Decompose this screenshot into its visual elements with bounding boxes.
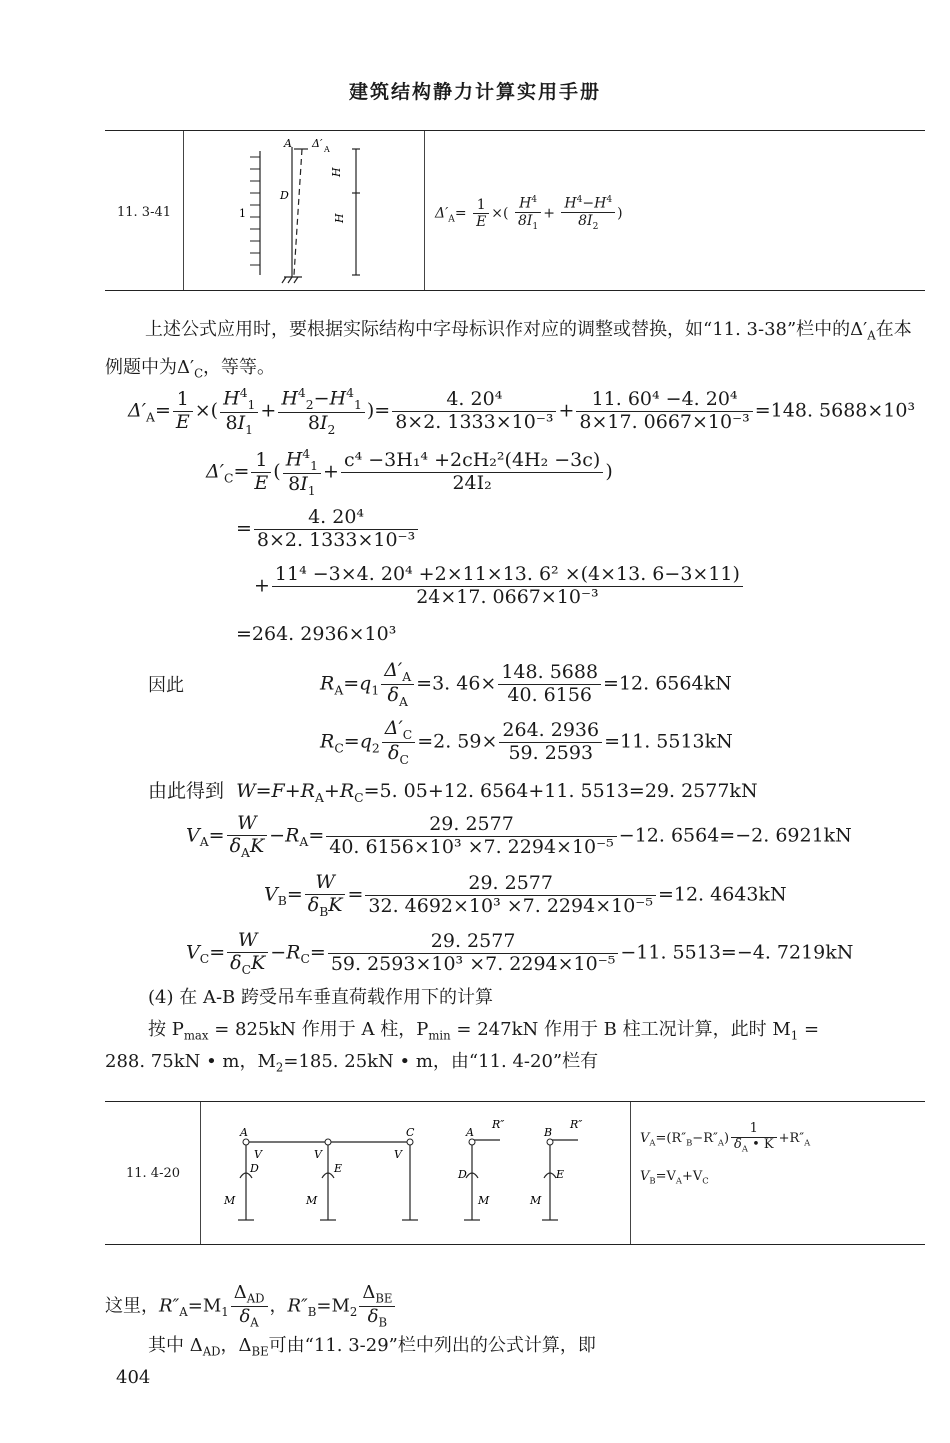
table1-bottom-rule (105, 290, 925, 291)
fig-label-delta: Δ′ (312, 137, 323, 150)
paragraph-note: 上述公式应用时，要根据实际结构中字母标识作对应的调整或替换，如“11. 3-38”栏中的$\Delta'_A$在本例题中为$\Delta'_C$，等等。 (105, 319, 912, 381)
svg-text:V: V (394, 1148, 402, 1161)
fig-label-d: D (280, 189, 289, 202)
equation-rc: $R_C=q_2$ $\frac{\Delta'_C}{\delta_C}$ =2. 59× $\frac{264. 2936}{59. 2593}$ =11. 5513kN (320, 717, 733, 767)
table2-bottom-rule (105, 1244, 925, 1245)
fig-label-load: 1 (239, 207, 246, 220)
equation-delta-c-step1: = $\frac{\text{4. 20⁴}}{\text{8×2. 1333×10⁻³}}$ (236, 507, 420, 552)
table2-top-rule (105, 1101, 925, 1102)
equation-delta-c: $\Delta'_C=$ $\frac{1}{E}$ ( $\frac{H^4_1}{8I_1}$ + $\frac{\text{c⁴ −3H₁⁴ +2cH₂²(4H₂ −3c)}}{\text{24I₂}}$ ) (206, 447, 613, 499)
paragraph-where: 其中 $\Delta_{AD}$，$\Delta_{BE}$可由“11. 3-29”栏中列出的公式计算，即 (148, 1335, 596, 1359)
label-therefore: 因此 (148, 675, 184, 696)
svg-text:E: E (334, 1162, 343, 1175)
paragraph-moments: 288. 75kN • m，$M_2=185$. 25kN • m，由“11. 4-20”栏有 (105, 1051, 599, 1075)
table2-row-id: 11. 4-20 (126, 1166, 181, 1181)
svg-text:A: A (466, 1126, 474, 1139)
equation-w: 由此得到 $W=F+R_A+R_C=5$. 05+12. 6564+11. 5513=29. 2577kN (148, 780, 758, 805)
svg-text:E: E (556, 1168, 565, 1181)
svg-text:A: A (324, 145, 330, 154)
table1-row-id: 11. 3-41 (117, 205, 172, 220)
svg-text:R″: R″ (492, 1118, 505, 1131)
equation-delta-a: $\Delta'_A=$ $\frac{1}{E}$ ×( $\frac{H^4_1}{8I_1}$ + $\frac{H^4_2-H^4_1}{8I_2}$ )= $\frac{\text{4. 20⁴}}{\text{8×2. 1333×10⁻³}}$ + $\frac{\text{11. 60⁴ −4. 20⁴}}{\text{8×17. 0667×10⁻³}}$ =148. 5688×10³ (128, 386, 916, 438)
equation-ra: $R_A=q_1$ $\frac{\Delta'_A}{\delta_A}$ =3. 46× $\frac{148. 5688}{40. 6156}$ =12. 6564kN (320, 659, 732, 709)
paragraph-here: 这里，$R''_A=M_1$ $\frac{\Delta_{AD}}{\delta_A}$ ，$R''_B=M_2$ $\frac{\Delta_{BE}}{\delta_B}$ (105, 1283, 397, 1330)
svg-text:A: A (240, 1126, 248, 1139)
svg-text:M: M (478, 1194, 490, 1207)
svg-text:R″: R″ (570, 1118, 583, 1131)
cantilever-column-diagram (236, 135, 376, 287)
equation-delta-c-result: =264. 2936×10³ (236, 623, 397, 645)
fig-label-h2: H (333, 213, 346, 223)
distributed-load-arrows (250, 157, 260, 265)
fig-label-h1: H (330, 167, 343, 177)
svg-text:C: C (406, 1126, 415, 1139)
equation-delta-c-step2: + $\frac{\text{11⁴ −3×4. 20⁴ +2×11×13. 6² ×(4×13. 6−3×11)}}{\text{24×17. 0667×10⁻³}}$ (254, 564, 745, 609)
frame-diagram (210, 1112, 622, 1230)
table2-formulas: $V_A=(R''_B-R''_A)$ $\frac{1}{\delta_A • K}$ $+R''_A$ $V_B=V_A+V_C$ (640, 1121, 811, 1186)
equation-vb: $V_B=$ $\frac{W}{\delta_BK}$ = $\frac{29. 2577}{\text{32. 4692×10³ ×7. 2294×10⁻⁵}}$ =12. 4643kN (264, 871, 787, 919)
section-4-heading: (4) 在 A-B 跨受吊车垂直荷载作用下的计算 (148, 987, 493, 1008)
running-header: 建筑结构静力计算实用手册 (348, 81, 601, 103)
svg-text:B: B (544, 1126, 553, 1139)
svg-text:V: V (254, 1148, 262, 1161)
paragraph-load-case: 按 $P_{max} = 825kN$ 作用于 A 柱，$P_{min} = 247kN$ 作用于 B 柱工况计算，此时 $M_1$ = (148, 1019, 820, 1043)
svg-text:M: M (224, 1194, 236, 1207)
svg-text:M: M (530, 1194, 542, 1207)
equation-vc: $V_C=$ $\frac{W}{\delta_CK}$ $-R_C=$ $\frac{29. 2577}{\text{59. 2593×10³ ×7. 2294×10⁻⁵}}$ −11. 5513=−4. 7219kN (186, 929, 854, 977)
fig-label-a: A (284, 137, 292, 150)
svg-text:V: V (314, 1148, 322, 1161)
table1-formula: $\Delta'_A=$ $\frac{1}{E}$ ×( $\frac{H^4}{8I_1}$ + $\frac{H^4-H^4}{8I_2}$ ) (435, 195, 623, 232)
table1-top-rule (105, 130, 925, 131)
equation-va: $V_A=$ $\frac{W}{\delta_AK}$ $-R_A=$ $\frac{29. 2577}{\text{40. 6156×10³ ×7. 2294×10⁻⁵}}$ −12. 6564=−2. 6921kN (186, 812, 852, 860)
svg-text:D: D (458, 1168, 467, 1181)
svg-text:M: M (306, 1194, 318, 1207)
svg-text:D: D (250, 1162, 259, 1175)
page-number: 404 (116, 1367, 151, 1388)
